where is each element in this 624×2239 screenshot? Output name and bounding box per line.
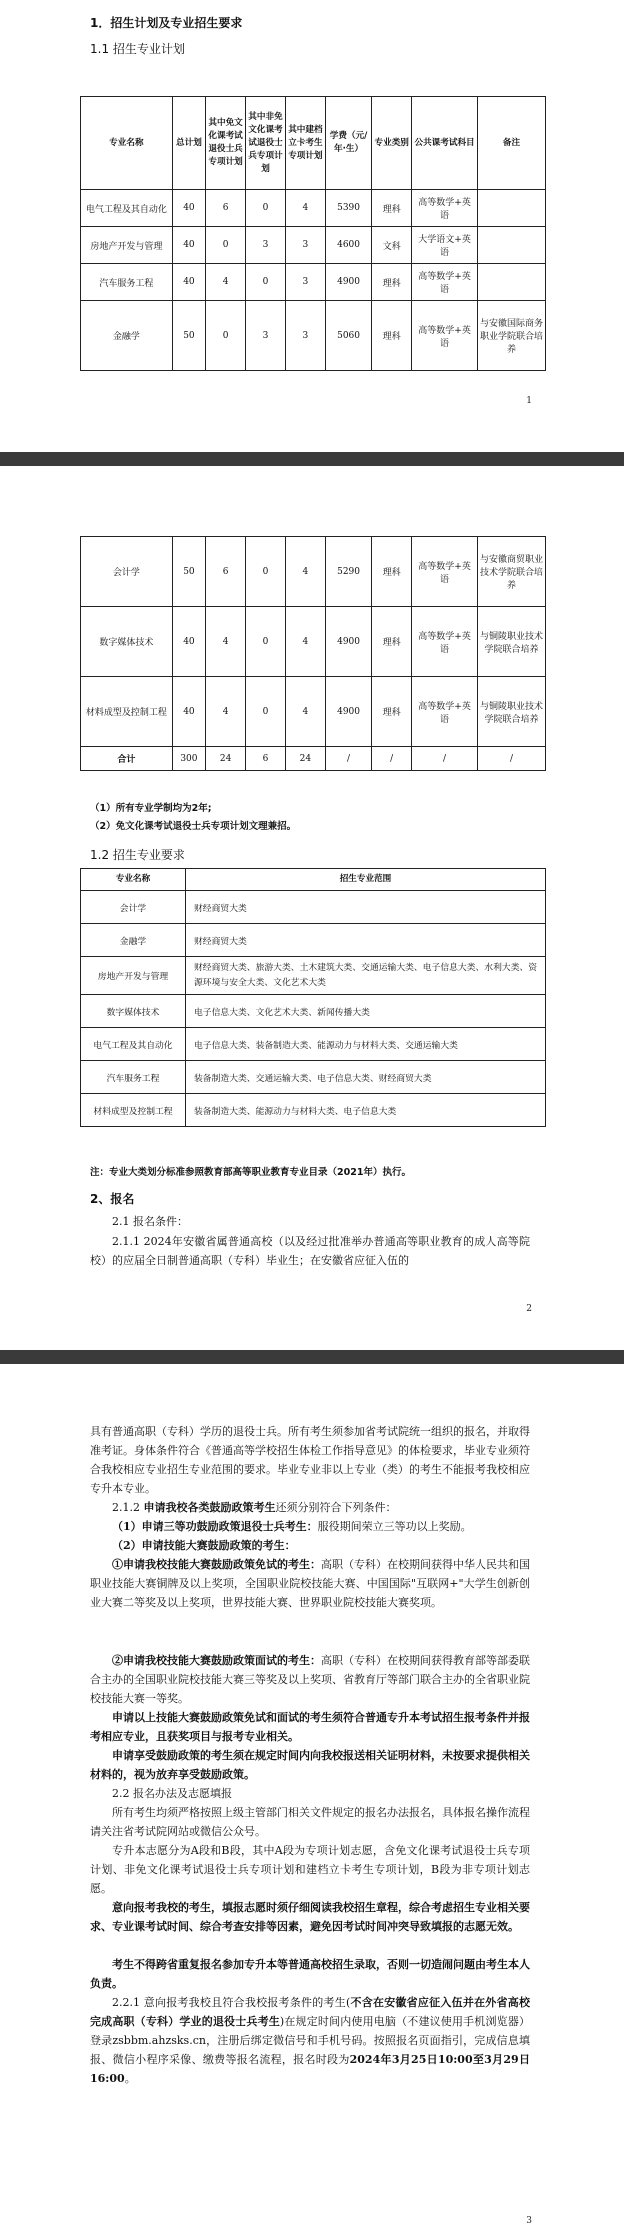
table-cell: 会计学 [81,891,186,924]
table-cell: 40 [172,677,205,747]
subsection-heading: 1.2 招生专业要求 [90,848,185,862]
text-run: 服役期间荣立三等功以上奖励。 [317,1520,472,1533]
section-heading: 2、报名 [90,1192,135,1206]
table-cell: 0 [246,607,286,677]
table-cell: 理科 [372,537,412,607]
paragraph: 意向报考我校的考生，填报志愿时须仔细阅读我校招生章程，综合考虑招生专业相关要求、专业课考试时间、综合考查安排等因素，避免因考试时间冲突导致填报的志愿无效。 [90,1901,530,1933]
table-cell: 电子信息大类、装备制造大类、能源动力与材料大类、交通运输大类 [186,1028,546,1061]
table-cell: 4 [285,190,325,227]
total-cell: / [412,747,478,771]
table-cell: 电子信息大类、文化艺术大类、新闻传播大类 [186,995,546,1028]
table-cell: 3 [246,227,286,264]
text-run-bold: ②申请我校技能大赛鼓励政策面试的考生： [112,1654,321,1667]
paragraph: 2.1.1 2024年安徽省属普通高校（以及经过批准举办普通高等职业教育的成人高等院校）的应届全日制普通高职（专科）毕业生；在安徽省应征入伍的 [90,1235,530,1267]
plan-table-part2 [80,536,546,771]
page-3 [0,1364,624,2239]
col-header: 备注 [477,97,545,190]
paragraph: 专升本志愿分为A段和B段，其中A段为专项计划志愿，含免文化课考试退役士兵专项计划、非免文化课考试退役士兵专项计划和建档立卡考生专项计划，B段为非专项计划志愿。 [90,1844,530,1895]
text-run: 高职（专科）在校期间获得教育部等部委联合主办的全国职业院校技能大赛三等奖及以上奖项、省教育厅等部门联合主办的全省职业院校技能大赛一等奖。 [90,1654,530,1705]
note-line: （2）免文化课考试退役士兵专项计划文理兼招。 [90,821,297,832]
plan-table-part1 [80,96,546,371]
table-cell: 3 [285,301,325,371]
table-cell: 4 [206,607,246,677]
paragraph [90,1993,530,2088]
paragraph: 具有普通高职（专科）学历的退役士兵。所有考生须参加省考试院统一组织的报名，并取得准考证。身体条件符合《普通高等学校招生体检工作指导意见》的体检要求，毕业专业须符合我校相应专业招生专业范围的要求。毕业专业非以上专业（类）的考生不能报考我校相应专升本专业。 [90,1425,530,1495]
text-run-bold: 2024年3月25日10:00至3月29日16:00 [90,2053,531,2085]
table-cell: 与安徽国际商务职业学院联合培养 [477,301,545,371]
table-cell: 财经商贸大类 [186,924,546,957]
table-cell: 4900 [325,264,371,301]
paragraph: 申请以上技能大赛鼓励政策免试和面试的考生须符合普通专升本考试招生报考条件并报考相应专业，且获奖项目与报考专业相关。 [90,1711,530,1743]
paragraph [90,1517,530,1536]
table-cell: 理科 [372,301,412,371]
table-cell: 财经商贸大类、旅游大类、土木建筑大类、交通运输大类、电子信息大类、水利大类、资源环境与安全大类、文化艺术大类 [186,957,546,995]
text-run: 还须分别符合下列条件： [275,1501,397,1514]
total-cell: 300 [172,747,205,771]
text-run: 2.2.1 意向报考我校且符合我校报考条件的考生( [112,1996,351,2009]
table-cell: 高等数学+英语 [412,264,478,301]
table-cell: 金融学 [81,924,186,957]
table-cell: 5060 [325,301,371,371]
total-cell: / [372,747,412,771]
table-cell: 6 [206,190,246,227]
paragraph [90,1555,530,1612]
total-cell: / [325,747,371,771]
table-cell: 房地产开发与管理 [81,957,186,995]
col-header: 总计划 [172,97,205,190]
table-cell: 高等数学+英语 [412,677,478,747]
table-cell: 文科 [372,227,412,264]
total-cell: 6 [246,747,286,771]
table-cell: 6 [206,537,246,607]
page-number: 2 [526,1304,532,1314]
text-run-bold: 申请我校各类鼓励政策考生 [143,1501,276,1514]
col-header: 招生专业范围 [186,869,546,891]
text-run: 2.1.2 [112,1501,144,1514]
col-header: 公共课考试科目 [412,97,478,190]
table-cell: 数字媒体技术 [81,995,186,1028]
text-run-bold: 不含在安徽省应征入伍并在外省高校完成高职（专科）学业的退役士兵考生 [90,1996,531,2028]
table-cell: 50 [172,537,205,607]
total-cell: / [477,747,545,771]
table-cell: 汽车服务工程 [81,1061,186,1094]
table-cell: 4900 [325,607,371,677]
table-cell: 4 [285,677,325,747]
table-cell: 4 [285,607,325,677]
table-cell: 40 [172,607,205,677]
table-cell: 材料成型及控制工程 [81,677,173,747]
table-cell: 材料成型及控制工程 [81,1094,186,1127]
table-cell: 0 [246,677,286,747]
paragraph: 2.2 报名办法及志愿填报 [112,1787,232,1800]
paragraph: 所有考生均须严格按照上级主管部门相关文件规定的报名办法报名，具体报名操作流程请关注省考试院网站或微信公众号。 [90,1806,530,1838]
page-1 [0,0,624,452]
table-note: 注：专业大类划分标准参照教育部高等职业教育专业目录（2021年）执行。 [90,1167,411,1178]
table-cell: 理科 [372,264,412,301]
table-cell: 50 [172,301,205,371]
table-cell: 与铜陵职业技术学院联合培养 [477,677,545,747]
table-cell: 财经商贸大类 [186,891,546,924]
table-cell: 3 [285,227,325,264]
table-cell: 40 [172,264,205,301]
table-cell [477,264,545,301]
paragraph [90,1651,530,1708]
page-number: 3 [526,2216,532,2226]
table-cell: 0 [246,190,286,227]
text-run: )在规定时间内使用电脑（不建议使用手机浏览器）登录zsbbm.ahzsks.cn，注册后绑定微信号和手机号码。按照报名页面指引，完成信息填报、微信小程序采像、缴费等报名流程，报名时段为 [90,2015,530,2066]
paragraph: （2）申请技能大赛鼓励政策的考生： [112,1539,296,1552]
table-cell: 4600 [325,227,371,264]
col-header: 其中建档立卡考生专项计划 [285,97,325,190]
col-header: 专业类别 [372,97,412,190]
table-cell: 与安徽商贸职业技术学院联合培养 [477,537,545,607]
col-header: 专业名称 [81,97,173,190]
table-cell: 高等数学+英语 [412,190,478,227]
table-cell: 装备制造大类、交通运输大类、电子信息大类、财经商贸大类 [186,1061,546,1094]
table-cell: 4 [206,677,246,747]
text-run-bold: ①申请我校技能大赛鼓励政策免试的考生： [112,1558,321,1571]
table-cell: 电气工程及其自动化 [81,190,173,227]
table-cell: 大学语文+英语 [412,227,478,264]
table-cell: 5390 [325,190,371,227]
col-header: 其中非免文化课考试退役士兵专项计划 [246,97,286,190]
table-cell: 4900 [325,677,371,747]
table-cell: 3 [246,301,286,371]
table-cell: 电气工程及其自动化 [81,1028,186,1061]
requirements-table [80,868,546,1127]
table-cell: 0 [206,227,246,264]
paragraph: 申请享受鼓励政策的考生须在规定时间内向我校报送相关证明材料，未按要求提供相关材料的，视为放弃享受鼓励政策。 [90,1749,530,1781]
text-run: 高职（专科）在校期间获得中华人民共和国职业技能大赛铜牌及以上奖项，全国职业院校技能大赛、中国国际"互联网+"大学生创新创业大赛二等奖及以上奖项，世界技能大赛、世界职业院校技能大赛奖项。 [90,1558,530,1609]
table-cell: 0 [246,537,286,607]
table-cell: 0 [206,301,246,371]
table-cell [477,190,545,227]
text-run: 。 [124,2072,136,2085]
table-cell: 汽车服务工程 [81,264,173,301]
total-cell: 24 [206,747,246,771]
col-header: 其中免文化课考试退役士兵专项计划 [206,97,246,190]
page-number: 1 [526,396,532,406]
paragraph: 考生不得跨省重复报名参加专升本等普通高校招生录取，否则一切造闹问题由考生本人负责。 [90,1958,530,1990]
table-cell: 理科 [372,607,412,677]
paragraph [90,1498,530,1517]
table-cell: 金融学 [81,301,173,371]
total-cell: 24 [285,747,325,771]
table-cell: 装备制造大类、能源动力与材料大类、电子信息大类 [186,1094,546,1127]
table-cell: 高等数学+英语 [412,301,478,371]
table-cell: 高等数学+英语 [412,607,478,677]
section-heading: 1．招生计划及专业招生要求 [90,16,243,30]
subsection-heading: 1.1 招生专业计划 [90,42,185,56]
table-cell: 与铜陵职业技术学院联合培养 [477,607,545,677]
col-header: 学费（元/年·生） [325,97,371,190]
table-cell: 理科 [372,677,412,747]
table-cell [477,227,545,264]
table-cell: 5290 [325,537,371,607]
page-separator [0,1350,624,1364]
text-run-bold: （1）申请三等功鼓励政策退役士兵考生： [112,1520,318,1533]
table-cell: 会计学 [81,537,173,607]
table-cell: 4 [206,264,246,301]
table-cell: 0 [246,264,286,301]
page-separator [0,452,624,466]
table-cell: 40 [172,190,205,227]
table-cell: 4 [285,537,325,607]
table-cell: 数字媒体技术 [81,607,173,677]
page-2 [0,466,624,1350]
table-cell: 3 [285,264,325,301]
col-header: 专业名称 [81,869,186,891]
table-cell: 40 [172,227,205,264]
table-cell: 理科 [372,190,412,227]
note-line: （1）所有专业学制均为2年; [90,803,212,814]
table-cell: 高等数学+英语 [412,537,478,607]
table-cell: 房地产开发与管理 [81,227,173,264]
total-cell: 合计 [81,747,173,771]
paragraph: 2.1 报名条件： [112,1215,188,1228]
